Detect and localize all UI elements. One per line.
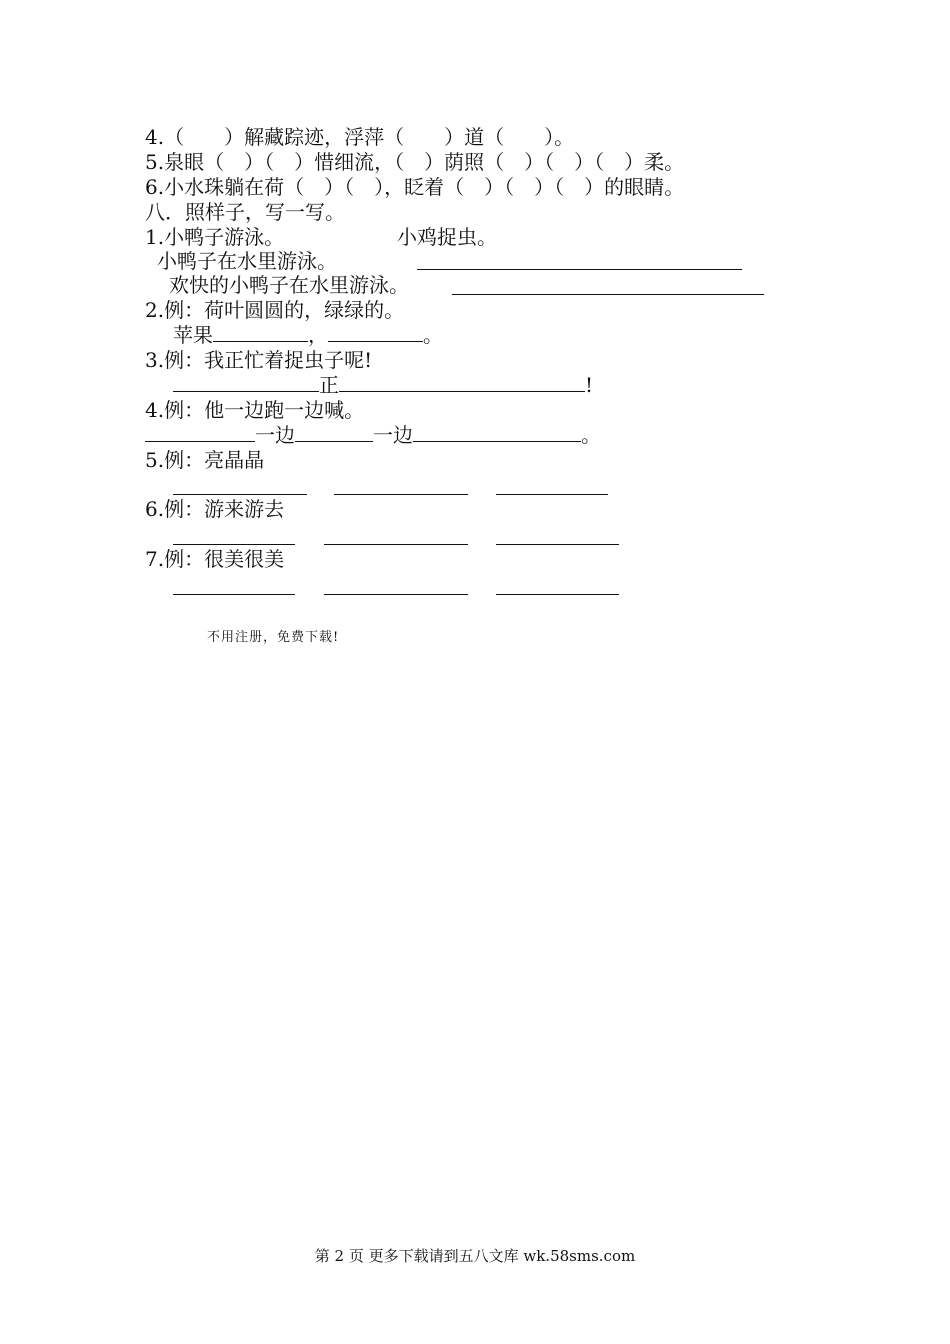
q6-blank-1[interactable]: [173, 544, 295, 545]
q7-blank-2[interactable]: [324, 594, 468, 595]
section-8-heading: 八．照样子，写一写。: [145, 200, 345, 224]
q4-end: 。: [581, 423, 601, 447]
page-footer: 第 2 页 更多下载请到五八文库 wk.58sms.com: [314, 1247, 636, 1265]
q1-prompt: 小鸡捉虫。: [397, 225, 497, 249]
q4-answer-line: [145, 423, 601, 447]
q2-blank-1[interactable]: [213, 323, 308, 342]
q1-answer-blank-1[interactable]: [417, 269, 742, 270]
q1-example-2: 小鸭子在水里游泳。: [157, 249, 337, 273]
q1-example: 1.小鸭子游泳。: [145, 225, 285, 249]
q2-prefix: 苹果: [173, 323, 213, 347]
q4-blank-3[interactable]: [413, 423, 581, 442]
item-5-line: 5.泉眼（ ）（ ）惜细流，（ ）荫照（ ）（ ）（ ）柔。: [145, 150, 685, 174]
q2-comma: ，: [308, 323, 328, 347]
free-download-notice: 不用注册，免费下载!: [207, 630, 340, 645]
item-4-line: 4.（ ）解藏踪迹，浮萍（ ）道（ ）。: [145, 125, 575, 149]
q3-answer-line: [173, 373, 593, 397]
q2-blank-2[interactable]: [328, 323, 423, 342]
q5-example: 5.例：亮晶晶: [145, 448, 265, 472]
q3-end: !: [585, 373, 594, 397]
q2-end: 。: [423, 323, 443, 347]
q2-example: 2.例：荷叶圆圆的，绿绿的。: [145, 298, 405, 322]
q6-blank-3[interactable]: [496, 544, 619, 545]
q4-mid-2: 一边: [373, 423, 413, 447]
q3-example: 3.例：我正忙着捉虫子呢!: [145, 348, 373, 372]
q7-blank-1[interactable]: [173, 594, 295, 595]
q5-blank-1[interactable]: [173, 494, 307, 495]
q6-blank-2[interactable]: [324, 544, 468, 545]
item-6-line: 6.小水珠躺在荷（ ）（ ），眨着（ ）（ ）（ ）的眼睛。: [145, 175, 685, 199]
q2-answer-line: [173, 323, 443, 347]
q7-example: 7.例：很美很美: [145, 547, 285, 571]
q7-blank-3[interactable]: [496, 594, 619, 595]
q1-answer-blank-2[interactable]: [452, 294, 764, 295]
q3-blank-1[interactable]: [173, 373, 319, 392]
q3-mid: 正: [319, 373, 339, 397]
q5-blank-2[interactable]: [334, 494, 468, 495]
q5-blank-3[interactable]: [496, 494, 608, 495]
q6-example: 6.例：游来游去: [145, 497, 285, 521]
q4-example: 4.例：他一边跑一边喊。: [145, 398, 365, 422]
q1-example-3: 欢快的小鸭子在水里游泳。: [169, 273, 409, 297]
q3-blank-2[interactable]: [339, 373, 585, 392]
q4-blank-2[interactable]: [295, 423, 373, 442]
q4-blank-1[interactable]: [145, 423, 255, 442]
q4-mid-1: 一边: [255, 423, 295, 447]
